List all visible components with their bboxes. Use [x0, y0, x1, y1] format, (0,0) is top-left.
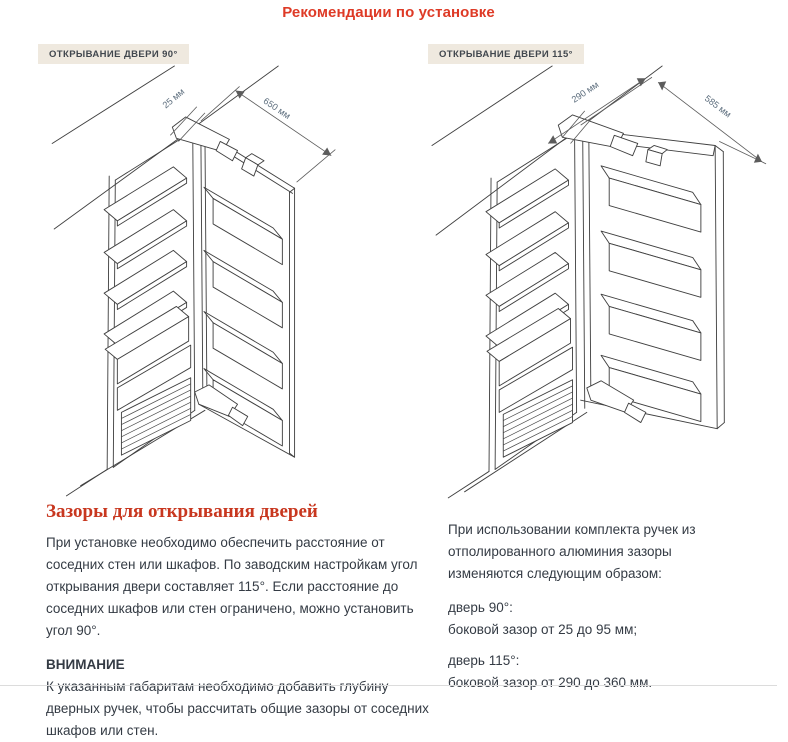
- page-title: Рекомендации по установке: [282, 4, 495, 21]
- handles-intro: При использовании комплекта ручек из отполированного алюминия зазоры изменяются следующим образом:: [448, 522, 696, 581]
- right-text-column: [448, 519, 750, 694]
- section-heading: Зазоры для открывания дверей: [46, 501, 318, 522]
- gap-item-label: дверь 115°:: [448, 653, 520, 668]
- diagram-label-90: ОТКРЫВАНИЕ ДВЕРИ 90°: [38, 44, 189, 64]
- install-paragraph: При установке необходимо обеспечить расстояние от соседних стен или шкафов. По заводским настройкам угол открывания двери составляет 115°. Если расстояние до соседних шкафов или стен ограничено, можно установить угол 90°.: [46, 535, 418, 638]
- gap-item-90: [448, 597, 750, 641]
- gap-item-value: боковой зазор от 25 до 95 мм;: [448, 622, 638, 637]
- warning-title: ВНИМАНИЕ: [46, 657, 125, 672]
- dimension-650mm-label: 650 мм: [261, 95, 293, 122]
- dimension-650mm: [201, 86, 335, 182]
- dimension-585mm-label: 585 мм: [702, 93, 734, 120]
- gap-item-value: боковой зазор от 290 до 360 мм.: [448, 675, 653, 690]
- gap-item-115: [448, 650, 750, 694]
- gap-item-label: дверь 90°:: [448, 600, 513, 615]
- page-bottom-divider: [0, 685, 777, 686]
- dimension-25mm-label: 25 мм: [160, 86, 187, 111]
- diagram-door-90: [18, 64, 398, 502]
- warning-text: К указанным габаритам необходимо добавить глубину дверных ручек, чтобы рассчитать общие зазоры от соседних шкафов или стен.: [46, 679, 429, 738]
- wall-lines: [52, 66, 278, 229]
- dimension-290mm-label: 290 мм: [569, 79, 601, 105]
- diagram-door-115: [408, 64, 788, 502]
- diagram-label-115: ОТКРЫВАНИЕ ДВЕРИ 115°: [428, 44, 584, 64]
- left-text-column: [46, 500, 438, 742]
- door-bins: [601, 166, 701, 422]
